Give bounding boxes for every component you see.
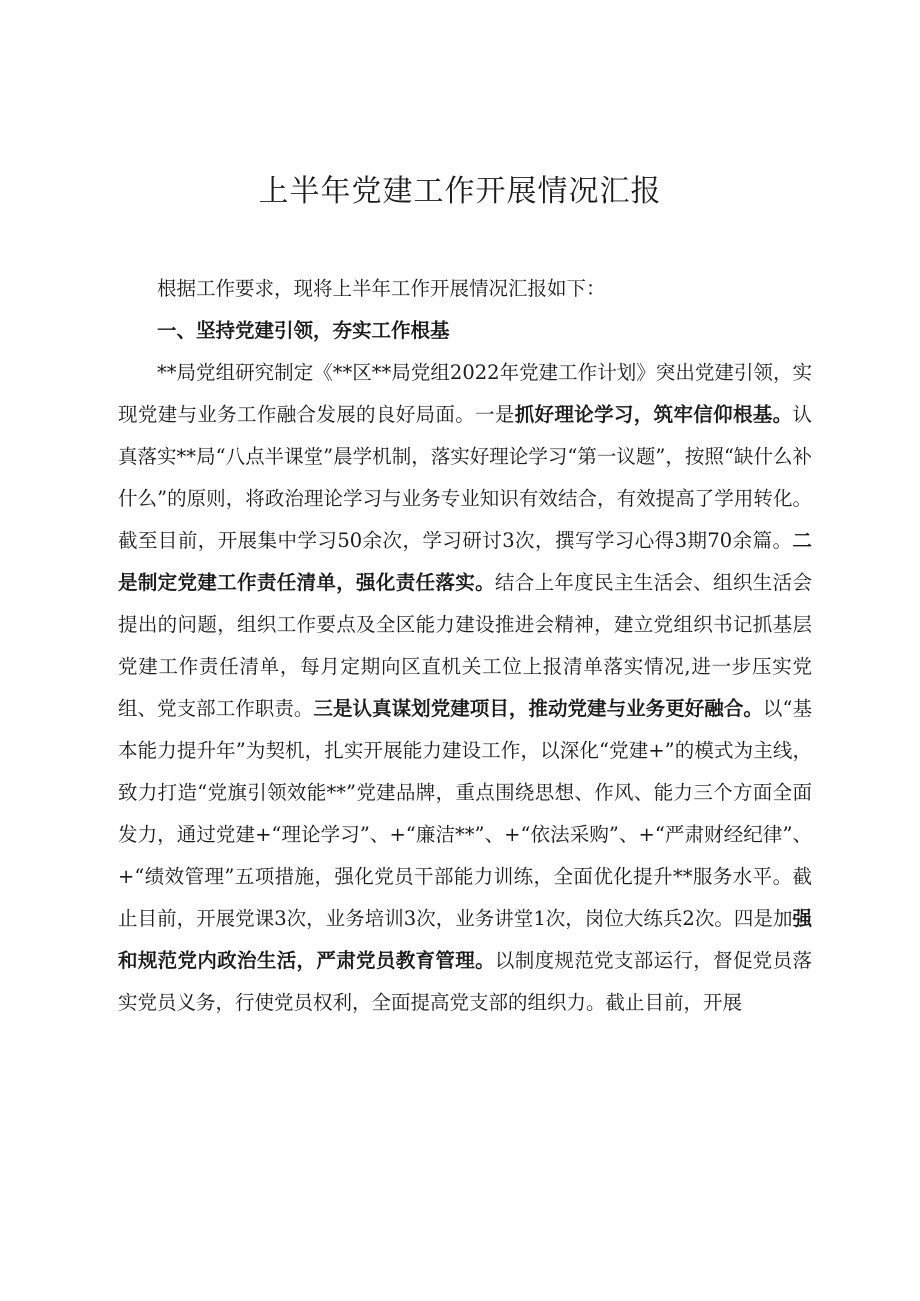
document-title: 上半年党建工作开展情况汇报: [258, 174, 662, 209]
paragraph-text: 认真落实**局“八点半课堂”晨学机制，落实好理论学习“第一议题”，按照“缺什么补什么”的原则，将政治理论学习与业务专业知识有效结合，有效提高了学用转化。截至目前，开展集中学习50余次，学习研讨3次，撰写学习心得3期70余篇。: [118, 403, 812, 552]
paragraph-text: 以“基本能力提升年”为契机，扎实开展能力建设工作，以深化“党建+”的模式为主线，致力打造“党旗引领效能**”党建品牌，重点围绕思想、作风、能力三个方面全面发力，通过党建+“理论学习”、+“廉洁**”、+“依法采购”、+“严肃财经纪律”、+“绩效管理”五项措施，强化党员干部能力训练，全面优化提升**服务水平。截止目前，开展党课3次，业务培训3次，业务讲堂1次，岗位大练兵2次。四是加: [118, 697, 812, 930]
paragraph-text: **局党组研究制定《**区**局党组2022年党建工作计划》突出党建引领，实现党建与业务工作融合发展的良好局面。一是: [118, 361, 812, 426]
document-body: [118, 268, 812, 1024]
bold-subheading: 二是制定党建工作责任清单，强化责任落实。: [118, 529, 812, 594]
paragraph-text: 以制度规范党支部运行，督促党员落实党员义务，行使党员权利，全面提高党支部的组织力。截止目前，开展: [118, 949, 812, 1014]
bold-subheading: 三是认真谋划党建项目，推动党建与业务更好融合。: [313, 697, 763, 720]
paragraph-text: 结合上年度民主生活会、组织生活会提出的问题，组织工作要点及全区能力建设推进会精神，建立党组织书记抓基层党建工作责任清单，每月定期向区直机关工位上报清单落实情况,进一步压实党组、党支部工作职责。: [118, 571, 812, 720]
bold-subheading: 强和规范党内政治生活，严肃党员教育管理。: [118, 907, 812, 972]
bold-subheading: 抓好理论学习，筑牢信仰根基。: [514, 403, 793, 426]
intro-paragraph: 根据工作要求，现将上半年工作开展情况汇报如下：: [157, 277, 606, 300]
section-heading: 一、坚持党建引领，夯实工作根基: [157, 319, 450, 342]
body-paragraph: [118, 352, 812, 1024]
